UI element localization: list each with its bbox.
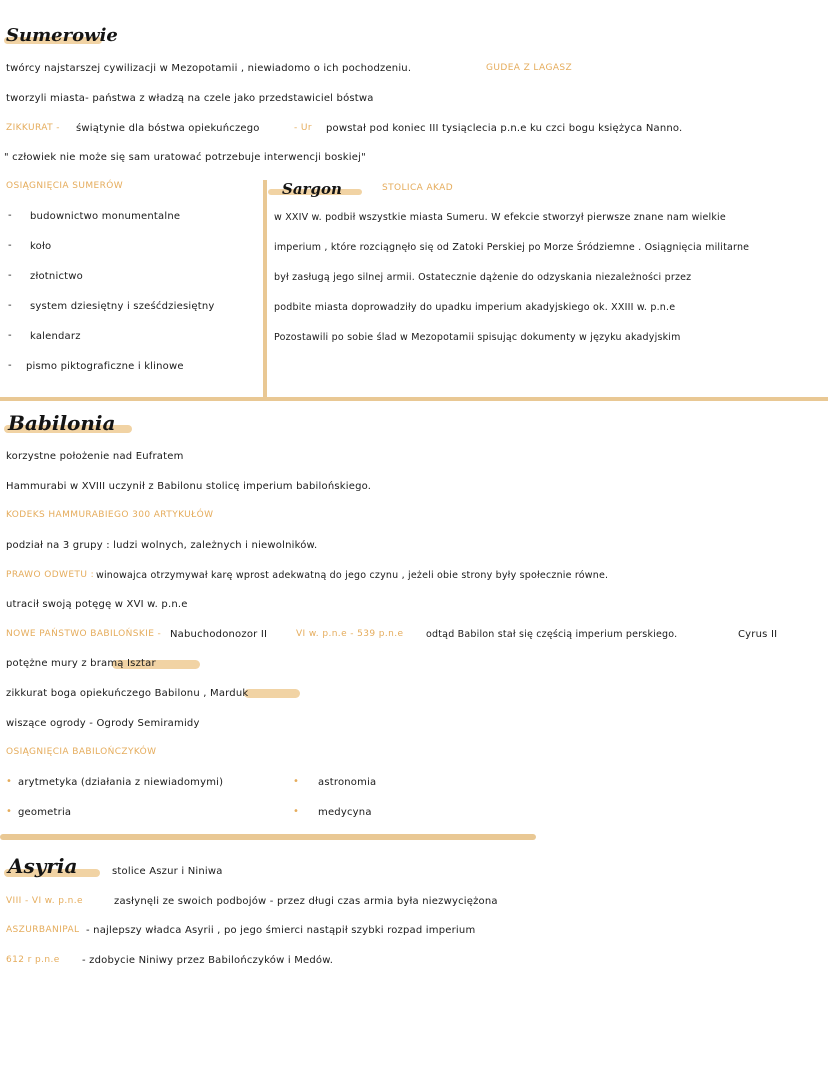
sargon-line: imperium , które rozciągnęło się od Zatoki Perskiej po Morze Śródziemne . Osiągnięcia militarne bbox=[274, 242, 750, 253]
zikkurat-label: ZIKKURAT - bbox=[6, 123, 60, 133]
nowe-panstwo-text: Nabuchodonozor II bbox=[170, 629, 268, 640]
bullet-dot: • bbox=[293, 776, 299, 787]
asyria-dates-label: VIII - VI w. p.n.e bbox=[6, 896, 83, 906]
osiagniecie-item: koło bbox=[30, 241, 52, 252]
asyria-year-label: 612 r p.n.e bbox=[6, 955, 60, 965]
osiagniecie-item: system dziesiętny i sześćdziesiętny bbox=[30, 301, 215, 312]
text-highlight bbox=[244, 689, 300, 698]
section-title-asyria: Asyria bbox=[8, 854, 78, 878]
ur-label: - Ur bbox=[294, 123, 312, 133]
nowe-panstwo-label: NOWE PAŃSTWO BABILOŃSKIE - bbox=[6, 629, 162, 639]
vertical-divider bbox=[263, 180, 267, 400]
bullet-dash: - bbox=[8, 330, 12, 341]
nowe-panstwo-dates: VI w. p.n.e - 539 p.n.e bbox=[296, 629, 404, 639]
osiagniecia-babilonczykow-label: OSIĄGNIĘCIA BABILOŃCZYKÓW bbox=[6, 747, 157, 757]
asyria-line: zasłynęli ze swoich podbojów - przez długi czas armia była niezwyciężona bbox=[114, 896, 498, 907]
sumer-miasta: tworzyli miasta- państwa z władzą na czele jako przedstawiciel bóstwa bbox=[6, 93, 374, 104]
horizontal-divider bbox=[0, 397, 828, 401]
osiagniecie-item: pismo piktograficzne i klinowe bbox=[26, 361, 184, 372]
sargon-title: Sargon bbox=[282, 180, 342, 198]
osiagniecie-item: astronomia bbox=[318, 777, 377, 788]
nowe-panstwo-text2: odtąd Babilon stał się częścią imperium perskiego. bbox=[426, 629, 678, 640]
prawo-label: PRAWO ODWETU : bbox=[6, 570, 95, 580]
asyria-stolice: stolice Aszur i Niniwa bbox=[112, 866, 223, 877]
aszurbanipal-label: ASZURBANIPAL bbox=[6, 925, 80, 935]
babilonia-line: podział na 3 grupy : ludzi wolnych, zależnych i niewolników. bbox=[6, 540, 318, 551]
osiagniecie-item: złotnictwo bbox=[30, 271, 83, 282]
sumer-quote: " człowiek nie może się sam uratować potrzebuje interwencji boskiej" bbox=[4, 152, 366, 163]
gudea-label: GUDEA Z LAGASZ bbox=[486, 63, 573, 73]
asyria-line: - zdobycie Niniwy przez Babilończyków i Medów. bbox=[82, 955, 334, 966]
sargon-line: podbite miasta doprowadziły do upadku imperium akadyjskiego ok. XXIII w. p.n.e bbox=[274, 302, 676, 313]
cyrus-text: Cyrus II bbox=[738, 629, 778, 640]
asyria-line: - najlepszy władca Asyrii , po jego śmierci nastąpił szybki rozpad imperium bbox=[86, 925, 476, 936]
bullet-dot: • bbox=[6, 806, 12, 817]
bullet-dash: - bbox=[8, 300, 12, 311]
bullet-dot: • bbox=[6, 776, 12, 787]
osiagniecia-sumerow-label: OSIĄGNIĘCIA SUMERÓW bbox=[6, 181, 124, 191]
bullet-dash: - bbox=[8, 210, 12, 221]
sumer-intro: twórcy najstarszej cywilizacji w Mezopotamii , niewiadomo o ich pochodzeniu. bbox=[6, 63, 412, 74]
osiagniecie-item: kalendarz bbox=[30, 331, 81, 342]
bullet-dash: - bbox=[8, 270, 12, 281]
zikkurat-babilon-line: zikkurat boga opiekuńczego Babilonu , Marduk bbox=[6, 688, 249, 699]
section-title-babilonia: Babilonia bbox=[8, 411, 116, 435]
bullet-dash: - bbox=[8, 360, 12, 371]
bullet-dot: • bbox=[293, 806, 299, 817]
section-divider bbox=[0, 834, 536, 840]
sargon-capital: STOLICA AKAD bbox=[382, 183, 454, 193]
osiagniecie-item: budownictwo monumentalne bbox=[30, 211, 181, 222]
sargon-line: Pozostawili po sobie ślad w Mezopotamii spisując dokumenty w języku akadyjskim bbox=[274, 332, 681, 343]
babilonia-line: Hammurabi w XVIII uczynił z Babilonu stolicę imperium babilońskiego. bbox=[6, 481, 372, 492]
kodeks-label: KODEKS HAMMURABIEGO 300 ARTYKUŁÓW bbox=[6, 510, 214, 520]
bullet-dash: - bbox=[8, 240, 12, 251]
mury-line: potężne mury z bramą Isztar bbox=[6, 658, 156, 669]
osiagniecie-item: arytmetyka (działania z niewiadomymi) bbox=[18, 777, 224, 788]
osiagniecie-item: geometria bbox=[18, 807, 72, 818]
osiagniecie-item: medycyna bbox=[318, 807, 372, 818]
zikkurat-text: świątynie dla bóstwa opiekuńczego bbox=[76, 123, 260, 134]
babilonia-line: utracił swoją potęgę w XVI w. p.n.e bbox=[6, 599, 188, 610]
section-title-sumerowie: Sumerowie bbox=[6, 25, 118, 46]
ur-text: powstał pod koniec III tysiąclecia p.n.e ku czci bogu księżyca Nanno. bbox=[326, 123, 683, 134]
sargon-line: w XXIV w. podbił wszystkie miasta Sumeru. W efekcie stworzył pierwsze znane nam wielkie bbox=[274, 212, 726, 223]
prawo-text: winowajca otrzymywał karę wprost adekwatną do jego czynu , jeżeli obie strony były społecznie równe. bbox=[96, 570, 609, 581]
sargon-line: był zasługą jego silnej armii. Ostatecznie dążenie do odzyskania niezależności przez bbox=[274, 272, 692, 283]
ogrody-line: wiszące ogrody - Ogrody Semiramidy bbox=[6, 718, 200, 729]
babilonia-line: korzystne położenie nad Eufratem bbox=[6, 451, 184, 462]
